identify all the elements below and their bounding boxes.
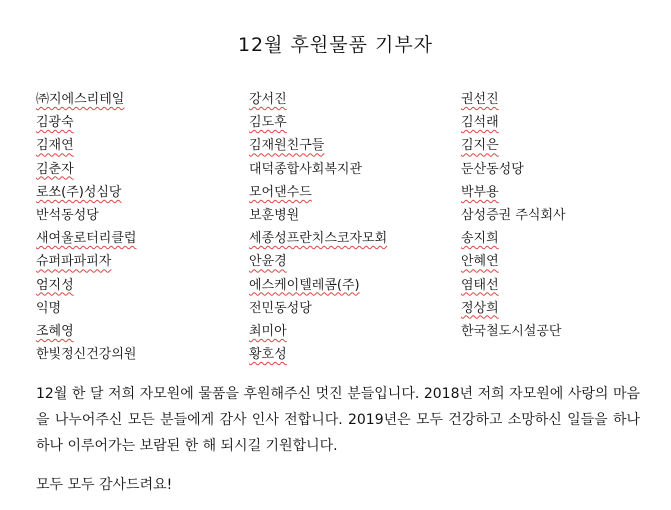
donor-name: 염태선: [461, 277, 499, 293]
donor-name: 새여울로터리클럽: [36, 231, 137, 247]
thank-you-message: 12월 한 달 저희 자모원에 물품을 후원해주신 멋진 분들입니다. 2018년 저희 자모원에 사랑의 마음을 나누어주신 모든 분들에게 감사 인사 전합니다. 2019년은 모두 건강하고 소망하신 일들을 하나하나 이루어가는 보람된 한 해 되시길 기원합니다.: [36, 386, 640, 454]
closing-line: 모두 모두 감사드려요!: [36, 477, 173, 493]
donor-name: 황호성: [249, 347, 287, 363]
donor-name: 조혜영: [36, 323, 74, 339]
donor-name: 전민동성당: [249, 300, 312, 316]
donor-name: 슈퍼파파피자: [36, 254, 112, 270]
donor-name: 김재원친구들: [249, 138, 325, 154]
donor-name: 김광숙: [36, 115, 74, 131]
donor-name: 김춘자: [36, 161, 74, 177]
donor-name: 정상희: [461, 300, 499, 316]
donor-name: ㈜지에스리테일: [36, 92, 125, 107]
donor-name: 둔산동성당: [461, 161, 524, 177]
donor-name: 안윤경: [249, 254, 287, 270]
donor-name: 반석동성당: [36, 207, 99, 223]
donor-name: 세종성프란치스코자모회: [249, 231, 388, 247]
donor-name: 대덕종합사회복지관: [249, 161, 363, 177]
donor-column-3: [461, 88, 566, 343]
donor-name: 안혜연: [461, 254, 499, 270]
donor-name: 김재연: [36, 138, 74, 154]
donor-name: 익명: [36, 300, 62, 316]
donor-name: 최미아: [249, 323, 287, 339]
donor-name: 강서진: [249, 92, 287, 107]
donor-name: 김지은: [461, 138, 499, 154]
donor-name: 보훈병원: [249, 207, 300, 223]
donor-name: 삼성증권 주식회사: [461, 207, 566, 223]
donor-name: 로쏘(주)성심당: [36, 184, 122, 200]
donor-column-2: [249, 88, 387, 366]
donor-name: 모어댄수드: [249, 184, 312, 200]
donor-name: 권선진: [461, 92, 499, 107]
document-title: 12월 후원물품 기부자: [237, 34, 434, 56]
donor-name: 한빛정신건강의원: [36, 347, 137, 363]
donor-name: 엄지성: [36, 277, 74, 293]
donor-name: 송지희: [461, 231, 499, 247]
donor-column-1: [36, 88, 136, 366]
donor-name: 김도후: [249, 115, 287, 131]
donor-name: 한국철도시설공단: [461, 323, 562, 339]
donor-name: 박부용: [461, 184, 499, 200]
donor-name: 김석래: [461, 115, 499, 131]
donor-name: 에스케이텔레콤(주): [249, 277, 360, 293]
